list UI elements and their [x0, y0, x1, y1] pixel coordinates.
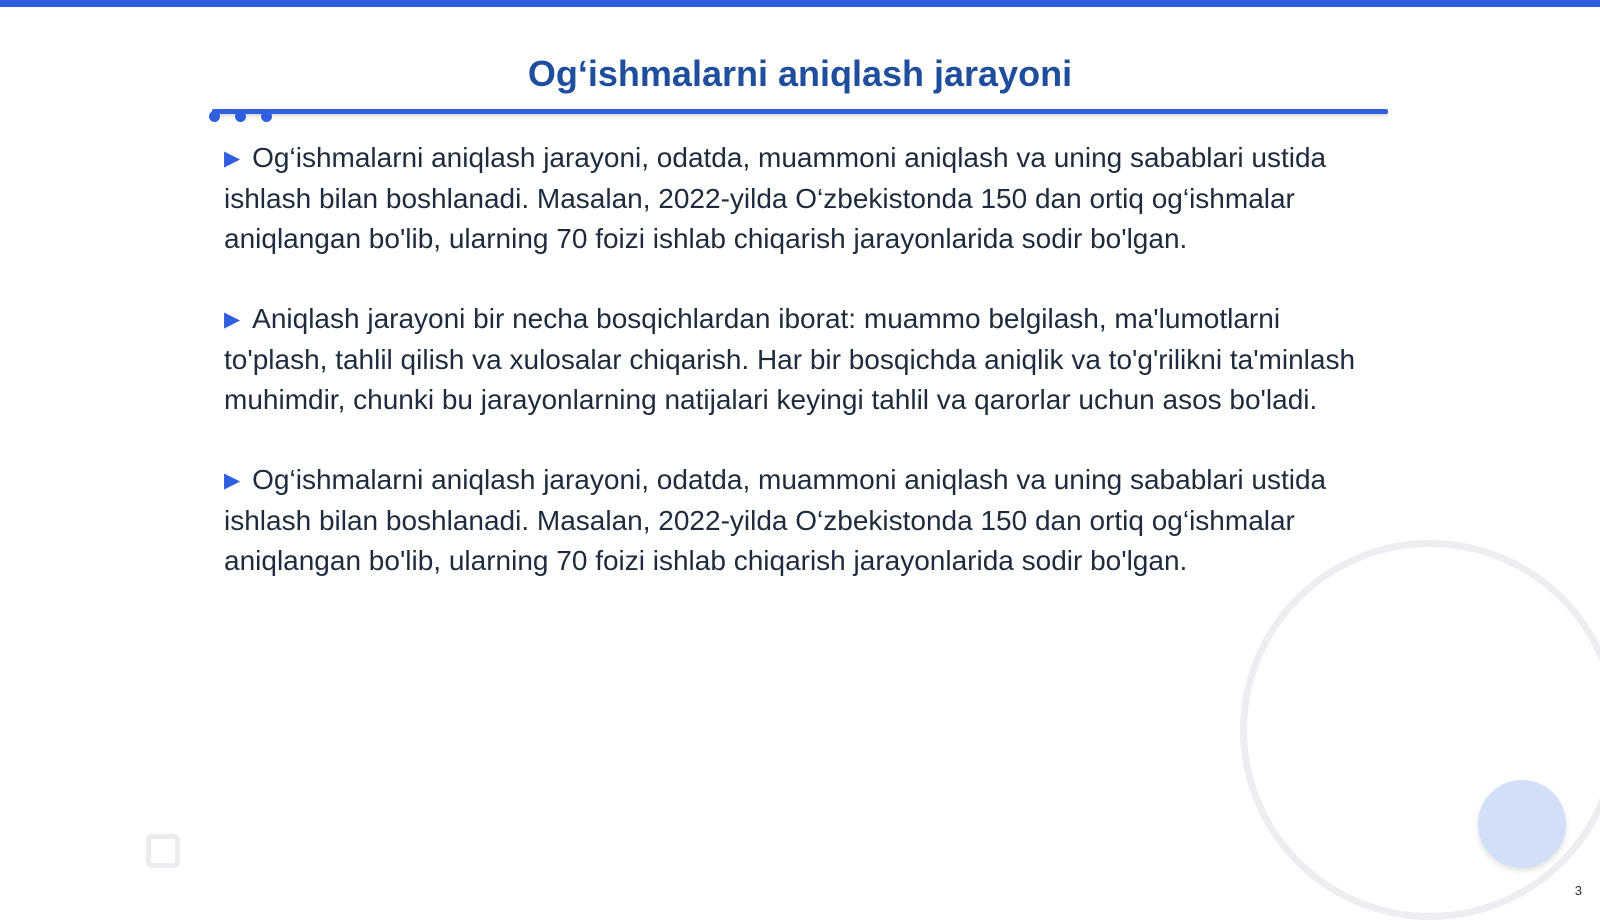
title-underline — [212, 109, 1388, 114]
decorative-square — [146, 834, 180, 868]
decorative-ring — [1240, 540, 1600, 920]
top-accent-bar — [0, 0, 1600, 7]
title-rule-dot — [235, 111, 246, 122]
bullet-text: Aniqlash jarayoni bir necha bosqichlardan iborat: muammo belgilash, ma'lumotlarni to'plash, tahlil qilish va xulosalar chiqarish. Har bir bosqichda aniqlik va to'g'rilikni ta'minlash muhimdir, chunki bu jarayonlarning natijalari keyingi tahlil va qarorlar uchun asos bo'ladi. — [224, 303, 1356, 415]
title-rule-dot — [209, 111, 220, 122]
bullet-text: Og‘ishmalarni aniqlash jarayoni, odatda, muammoni aniqlash va uning sabablari ustida ishlash bilan boshlanadi. Masalan, 2022-yilda O‘zbekistonda 150 dan ortiq og‘ishmalar aniqlangan bo'lib, ularning 70 foizi ishlab chiqarish jarayonlarida sodir bo'lgan. — [224, 142, 1327, 254]
bullet-item — [224, 299, 1384, 420]
triangle-bullet-icon: ▶ — [224, 147, 241, 170]
bullet-item — [224, 138, 1384, 259]
decorative-circle — [1478, 780, 1566, 868]
bullet-item — [224, 460, 1384, 581]
triangle-bullet-icon: ▶ — [224, 469, 241, 492]
page-number: 3 — [1574, 883, 1582, 898]
bullet-text: Og‘ishmalarni aniqlash jarayoni, odatda, muammoni aniqlash va uning sabablari ustida ishlash bilan boshlanadi. Masalan, 2022-yilda O‘zbekistonda 150 dan ortiq og‘ishmalar aniqlangan bo'lib, ularning 70 foizi ishlab chiqarish jarayonlarida sodir bo'lgan. — [224, 464, 1327, 576]
title-rule-dot — [261, 111, 272, 122]
triangle-bullet-icon: ▶ — [224, 308, 241, 331]
bullet-list — [224, 138, 1384, 621]
slide-title: Og‘ishmalarni aniqlash jarayoni — [527, 53, 1073, 94]
